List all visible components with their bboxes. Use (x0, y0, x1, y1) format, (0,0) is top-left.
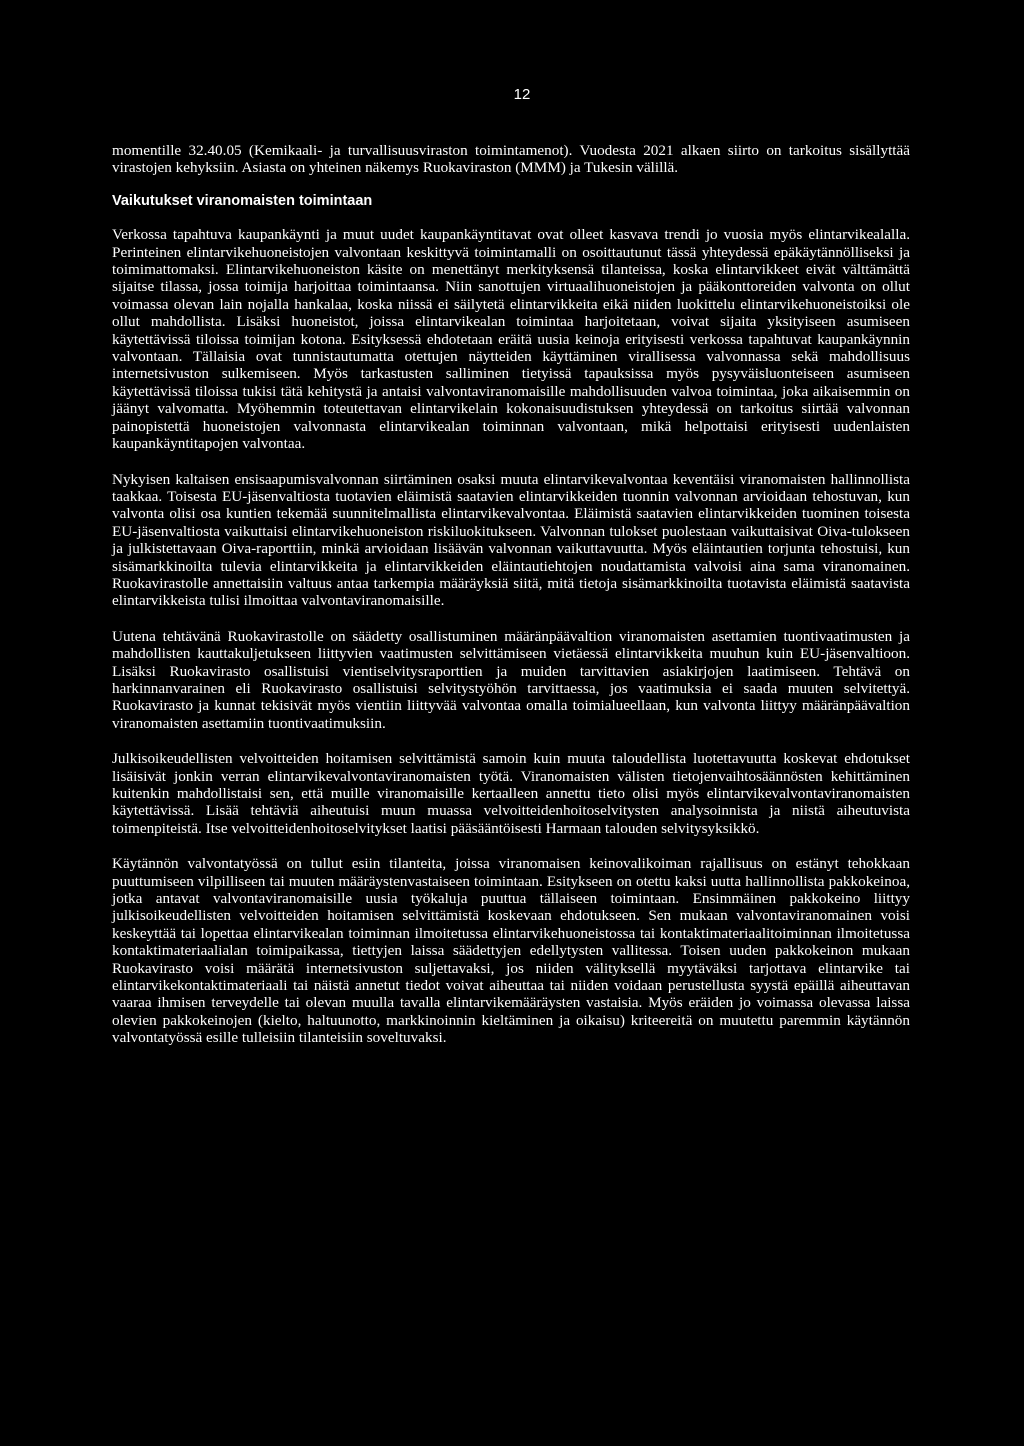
body-paragraph: Käytännön valvontatyössä on tullut esiin tilanteita, joissa viranomaisen keinovalikoiman rajallisuus on estänyt tehokkaan puuttumiseen vilpilliseen tai muuten määräystenvastaiseen toimintaan. Esitykseen on otettu kaksi uutta hallinnollista pakkokeinoa, jotka antavat valvontaviranomaisille uusia työkaluja puuttua tällaiseen toimintaan. Ensimmäinen pakkokeino liittyy julkisoikeudellisten velvoitteiden hoitamisen selvittämistä koskevaan ehdotukseen. Sen mukaan valvontaviranomainen voisi keskeyttää tai lopettaa elintarvikealan toiminnan ilmoitetussa elintarvikehuoneistossa tai kontaktimateriaalitoiminnan ilmoitetussa kontaktimateriaalialan toimipaikassa, tiettyjen laissa säädettyjen edellytysten vallitessa. Toisen uuden pakkokeinon mukaan Ruokavirasto voisi määrätä internetsivuston suljettavaksi, jos niiden välityksellä myytäväksi tarjottava elintarvike tai elintarvikekontaktimateriaali tai näistä annetut tiedot voivat aiheuttaa tai niiden voidaan perustellusta syystä epäillä aiheuttavan vaaraa ihmisen terveydelle tai olevan muulla tavalla elintarvikemääräysten vastaisia. Myös eräiden jo voimassa olevassa laissa olevien pakkokeinojen (kielto, haltuunotto, markkinoinnin kieltäminen ja oikaisu) kriteereitä on muutettu paremmin käytännön valvontatyössä esille tulleisiin tilanteisiin soveltuvaksi. (112, 855, 910, 1047)
body-paragraph: Uutena tehtävänä Ruokavirastolle on säädetty osallistuminen määränpäävaltion viranomaisten asettamien tuontivaatimusten ja mahdollisten kauttakuljetukseen liittyvien vaatimusten selvittämiseen vietäessä elintarvikkeita muuhun kuin EU-jäsenvaltioon. Lisäksi Ruokavirasto osallistuisi vientiselvitysraporttien ja muiden tarvittavien asiakirjojen laatimiseen. Tehtävä on harkinnanvarainen eli Ruokavirasto osallistuisi selvitystyöhön tarvittaessa, jos vaatimuksia ei saada muuten selvitettyä. Ruokavirasto ja kunnat tekisivät myös vientiin liittyvää valvontaa omalla toimialueellaan, kun valvonta liittyy määränpäävaltion viranomaisten asettamiin tuontivaatimuksiin. (112, 627, 910, 732)
page-number: 12 (513, 86, 531, 103)
body-paragraph: Nykyisen kaltaisen ensisaapumisvalvonnan siirtäminen osaksi muuta elintarvikevalvontaa keventäisi viranomaisten hallinnollista taakkaa. Toisesta EU-jäsenvaltiosta tuotavien eläimistä saatavien elintarvikkeiden tuonnin valvonnan arvioidaan tehostuvan, kun valvonta olisi osa kuntien tekemää suunnitelmallista elintarvikevalvontaa. Eläimistä saatavien elintarvikkeiden tuominen toisesta EU-jäsenvaltiosta vaikuttaisi elintarvikehuoneiston riskiluokitukseen. Valvonnan tulokset puolestaan vaikuttaisivat Oiva-tulokseen ja julkistettavaan Oiva-raporttiin, minkä arvioidaan lisäävän valvonnan vaikuttavuutta. Myös eläintautien torjunta tehostuisi, kun sisämarkkinoilta tulevia elintarvikkeita ja elintarvikkeiden eläintautiehtojen noudattamista valvoisi aina sama viranomainen. Ruokavirastolle annettaisiin valtuus antaa tarkempia määräyksiä siitä, mitä tietoja sisämarkkinoilta tuotavista eläimistä saatavista elintarvikkeista tulisi ilmoittaa valvontaviranomaisille. (112, 470, 910, 610)
document-body (112, 142, 910, 1047)
body-paragraph: Verkossa tapahtuva kaupankäynti ja muut uudet kaupankäyntitavat ovat olleet kasvava trendi jo vuosia myös elintarvikealalla. Perinteinen elintarvikehuoneistojen valvontaan keskittyvä toimintamalli on osoittautunut tässä yhteydessä epäkäytännölliseksi ja toimimattomaksi. Elintarvikehuoneiston käsite on menettänyt merkityksensä tilanteissa, koska elintarvikkeet eivät välttämättä sijaitse tilassa, jossa toimija harjoittaa toimintaansa. Niin sanottujen virtuaalihuoneistojen ja pääkonttoreiden valvonta on ollut voimassa olevan lain nojalla hankalaa, koska niissä ei säilytetä elintarvikkeita eikä niiden luokittelu elintarvikehuoneistoiksi ole ollut mahdollista. Lisäksi huoneistot, joissa elintarvikealan toimintaa harjoitetaan, voivat sijaita yksityiseen asumiseen käytettävissä tiloissa toimijan kotona. Esityksessä ehdotetaan eräitä uusia keinoja erityisesti verkossa tapahtuvat kaupankäynnin valvontaan. Tällaisia ovat tunnistautumatta otettujen näytteiden käyttäminen virallisessa valvonnassa sekä mahdollisuus internetsivuston sulkemiseen. Myös tarkastusten salliminen tietyissä tapauksissa myös pysyväisluonteiseen asumiseen käytettävissä tiloissa tukisi tätä kehitystä ja antaisi valvontaviranomaisille mahdollisuuden valvoa toimintaa, joka aikaisemmin on jäänyt valvomatta. Myöhemmin toteutettavan elintarvikelain kokonaisuudistuksen yhteydessä on tarkoitus siirtää valvonnan painopistettä huoneistojen valvonnasta elintarvikealan toiminnan valvontaan, mikä helpottaisi erityisesti uudenlaisten kaupankäyntitapojen valvontaa. (112, 226, 910, 453)
body-paragraph: Julkisoikeudellisten velvoitteiden hoitamisen selvittämistä samoin kuin muuta taloudellista luotettavuutta koskevat ehdotukset lisäisivät jonkin verran elintarvikevalvontaviranomaisten työtä. Viranomaisten välisten tietojenvaihtosäännösten kehittäminen kuitenkin mahdollistaisi sen, että muille viranomaisille kertaalleen annettu tieto olisi myös elintarvikevalvontaviranomaisten käytettävissä. Lisää tehtäviä aiheutuisi muun muassa velvoitteidenhoitoselvitysten analysoinnista ja niistä aiheutuvista toimenpiteistä. Itse velvoitteidenhoitoselvitykset laatisi pääsääntöisesti Harmaan talouden selvitysyksikkö. (112, 750, 910, 837)
section-heading: Vaikutukset viranomaisten toimintaan (112, 192, 373, 209)
intro-paragraph: momentille 32.40.05 (Kemikaali- ja turvallisuusviraston toimintamenot). Vuodesta 2021 alkaen siirto on tarkoitus sisällyttää virastojen kehyksiin. Asiasta on yhteinen näkemys Ruokaviraston (MMM) ja Tukesin välillä. (112, 142, 910, 177)
